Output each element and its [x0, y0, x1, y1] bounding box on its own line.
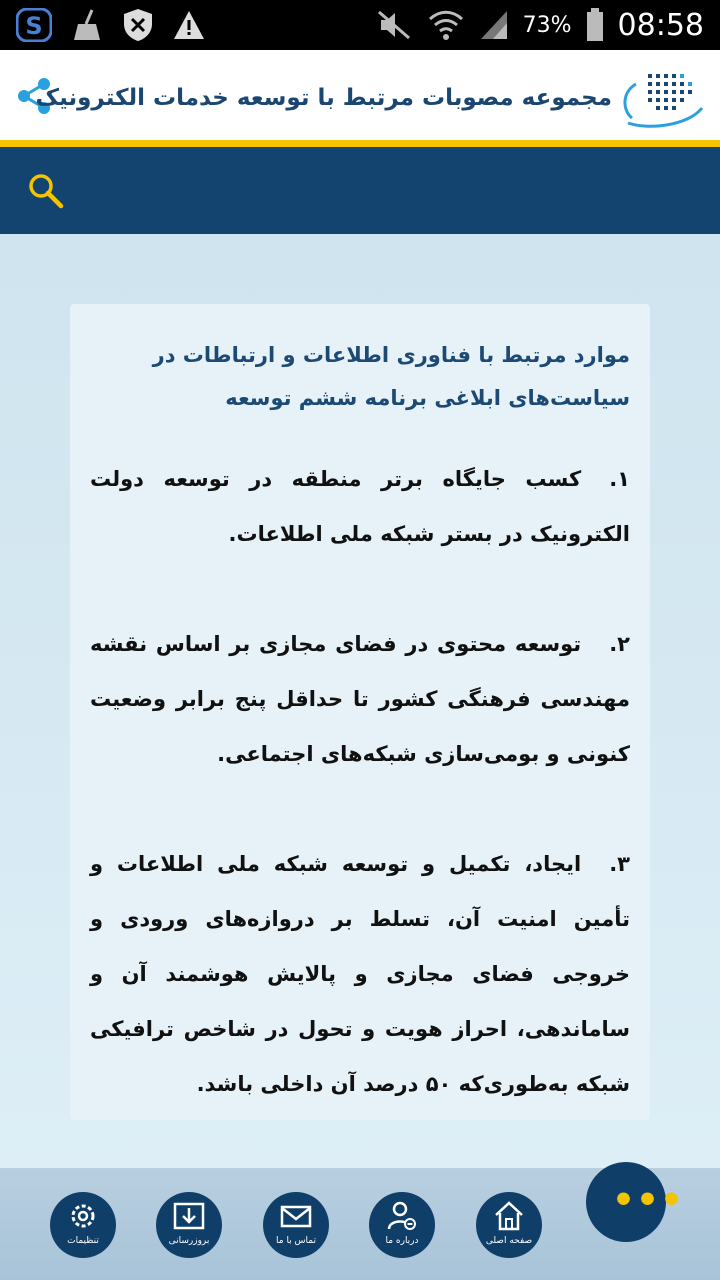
contact-label: تماس با ما — [276, 1236, 316, 1246]
battery-icon — [586, 8, 604, 42]
app-s-icon — [16, 8, 52, 42]
app-header — [0, 50, 720, 140]
mute-icon — [377, 8, 413, 42]
status-bar — [0, 0, 720, 50]
app-title: مجموعه مصوبات مرتبط با توسعه خدمات الکترونیک — [35, 85, 612, 111]
battery-percent: 73% — [522, 12, 572, 38]
gear-icon — [67, 1200, 99, 1232]
item-text: کسب جایگاه برتر منطقه در توسعه دولت الکترونیک در بستر شبکه ملی اطلاعات. — [90, 467, 630, 546]
content-area — [0, 234, 720, 1168]
search-icon[interactable] — [26, 171, 66, 211]
settings-label: تنظیمات — [67, 1236, 99, 1246]
home-icon — [493, 1200, 525, 1232]
blocked-shield-icon — [122, 8, 154, 42]
wifi-icon — [427, 8, 465, 42]
about-button[interactable] — [369, 1192, 435, 1258]
broom-icon — [70, 8, 104, 42]
list-item — [90, 452, 630, 562]
list-item — [90, 617, 630, 782]
item-text: توسعه محتوی در فضای مجازی بر اساس نقشه مهندسی فرهنگی کشور تا حداقل پنج برابر وضعیت کنونی و بومی‌سازی شبکه‌های اجتماعی. — [90, 632, 630, 766]
header-accent-line — [0, 140, 720, 147]
more-button[interactable] — [586, 1162, 685, 1242]
warning-icon — [172, 9, 206, 41]
item-number: ۲. — [609, 632, 630, 656]
mail-icon — [280, 1200, 312, 1232]
svg-text:S: S — [25, 12, 43, 40]
home-button[interactable] — [476, 1192, 542, 1258]
card-heading: موارد مرتبط با فناوری اطلاعات و ارتباطات در سیاست‌های ابلاغی برنامه ششم توسعه — [152, 343, 630, 410]
signal-icon — [479, 9, 509, 41]
home-label: صفحه اصلی — [485, 1236, 533, 1246]
download-icon — [173, 1200, 205, 1232]
update-button[interactable] — [156, 1192, 222, 1258]
item-number: ۳. — [609, 852, 630, 876]
item-number: ۱. — [609, 467, 630, 491]
more-dots-icon: ••• — [612, 1180, 685, 1221]
list-item — [90, 837, 630, 1112]
app-logo — [618, 68, 706, 128]
user-icon — [386, 1200, 418, 1232]
contact-button[interactable] — [263, 1192, 329, 1258]
item-text: ایجاد، تکمیل و توسعه شبکه ملی اطلاعات و تأمین امنیت آن، تسلط بر دروازه‌های ورودی و خروجی فضای مجازی و پالایش هوشمند آن و ساماندهی، احراز هویت و تحول در شاخص ترافیکی شبکه به‌طوری‌که ۵۰ درصد آن داخلی باشد. — [90, 852, 630, 1096]
clock: 08:58 — [617, 7, 704, 43]
content-card — [70, 304, 650, 1120]
settings-button[interactable] — [50, 1192, 116, 1258]
update-label: بروزرسانی — [168, 1236, 210, 1246]
search-bar — [0, 147, 720, 234]
about-label: درباره ما — [385, 1236, 419, 1246]
